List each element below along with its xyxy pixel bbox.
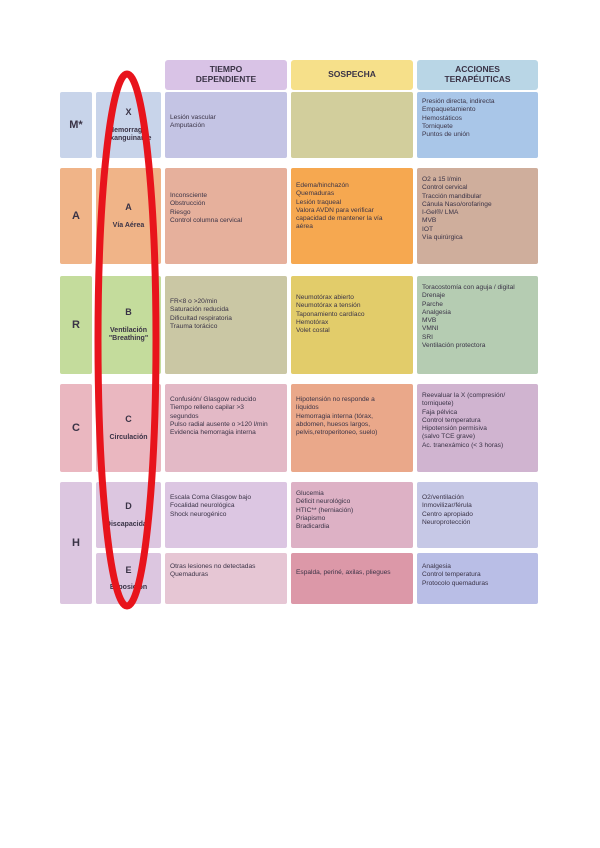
phase-name-ventilacion: Ventilación "Breathing" [108, 326, 149, 342]
header-acciones-terapeuticas: ACCIONES TERAPÉUTICAS [417, 60, 538, 90]
phase-x-hemorragia [96, 92, 161, 158]
cell-d-tiempo: Escala Coma Glasgow bajo Focalidad neurológica Shock neurogénico [165, 482, 287, 548]
phase-letter-x: X [125, 107, 132, 117]
row-letter-c: C [60, 384, 92, 472]
phase-name-via-aerea: Vía Aérea [112, 221, 145, 229]
phase-letter-d: D [125, 501, 132, 512]
cell-a-acciones: O2 a 15 l/min Control cervical Tracción mandibular Cánula Naso/orofaringe I-Gel®/ LMA MVB IOT Vía quirúrgica [417, 168, 538, 264]
header-tiempo-dependiente: TIEMPO DEPENDIENTE [165, 60, 287, 90]
cell-e-tiempo: Otras lesiones no detectadas Quemaduras [165, 553, 287, 604]
phase-letter-c: C [125, 414, 132, 425]
phase-letter-b: B [125, 307, 132, 317]
cell-d-acciones: O2/ventilación Inmovilizar/férula Centro apropiado Neuroprotección [417, 482, 538, 548]
row-letter-a: A [60, 168, 92, 264]
phase-letter-a: A [125, 202, 132, 213]
phase-c-circulacion [96, 384, 161, 472]
row-divider-d-e [96, 549, 538, 552]
phase-letter-e: E [125, 564, 132, 575]
phase-name-discapacidad: Discapacidad [105, 520, 152, 528]
phase-b-ventilacion [96, 276, 161, 374]
header-sospecha: SOSPECHA [291, 60, 413, 90]
phase-d-discapacidad [96, 482, 161, 548]
cell-e-sospecha: Espalda, periné, axilas, pliegues [291, 553, 413, 604]
cell-r-acciones: Toracostomía con aguja / digital Drenaje Parche Analgesia MVB VMNI SRI Ventilación protectora [417, 276, 538, 374]
cell-e-acciones: Analgesia Control temperatura Protocolo quemaduras [417, 553, 538, 604]
cell-a-tiempo: Inconsciente Obstrucción Riesgo Control columna cervical [165, 168, 287, 264]
cell-m-acciones: Presión directa, indirecta Empaquetamiento Hemostáticos Torniquete Puntos de unión [417, 92, 538, 158]
cell-c-acciones: Reevaluar la X (compresión/ torniquete) Faja pélvica Control temperatura Hipotensión permisiva (salvo TCE grave) Ac. tranexámico (< 3 horas) [417, 384, 538, 472]
row-letter-r: R [60, 276, 92, 374]
phase-name-exposicion: Exposición [109, 584, 148, 592]
row-letter-m: M* [60, 92, 92, 158]
cell-r-tiempo: FR<8 o >20/min Saturación reducida Dificultad respiratoria Trauma torácico [165, 276, 287, 374]
phase-a-via-aerea [96, 168, 161, 264]
phase-name-hemorragia: Hemorragia Exanguinante [105, 126, 152, 142]
phase-e-exposicion [96, 553, 161, 604]
cell-m-sospecha [291, 92, 413, 158]
phase-name-circulacion: Circulación [109, 433, 148, 441]
cell-c-sospecha: Hipotensión no responde a líquidos Hemorragia interna (tórax, abdomen, huesos largos, pelvis,retroperitoneo, suelo) [291, 384, 413, 472]
cell-c-tiempo: Confusión/ Glasgow reducido Tiempo relleno capilar >3 segundos Pulso radial ausente o >120 l/min Evidencia hemorragia interna [165, 384, 287, 472]
cell-a-sospecha: Edema/hinchazón Quemaduras Lesión traqueal Valora AVDN para verificar capacidad de mantener la vía aérea [291, 168, 413, 264]
cell-d-sospecha: Glucemia Déficit neurológico HTIC** (herniación) Priapismo Bradicardia [291, 482, 413, 548]
cell-m-tiempo: Lesión vascular Amputación [165, 92, 287, 158]
cell-r-sospecha: Neumotórax abierto Neumotórax a tensión Taponamiento cardíaco Hemotórax Volet costal [291, 276, 413, 374]
row-letter-h: H [60, 482, 92, 604]
